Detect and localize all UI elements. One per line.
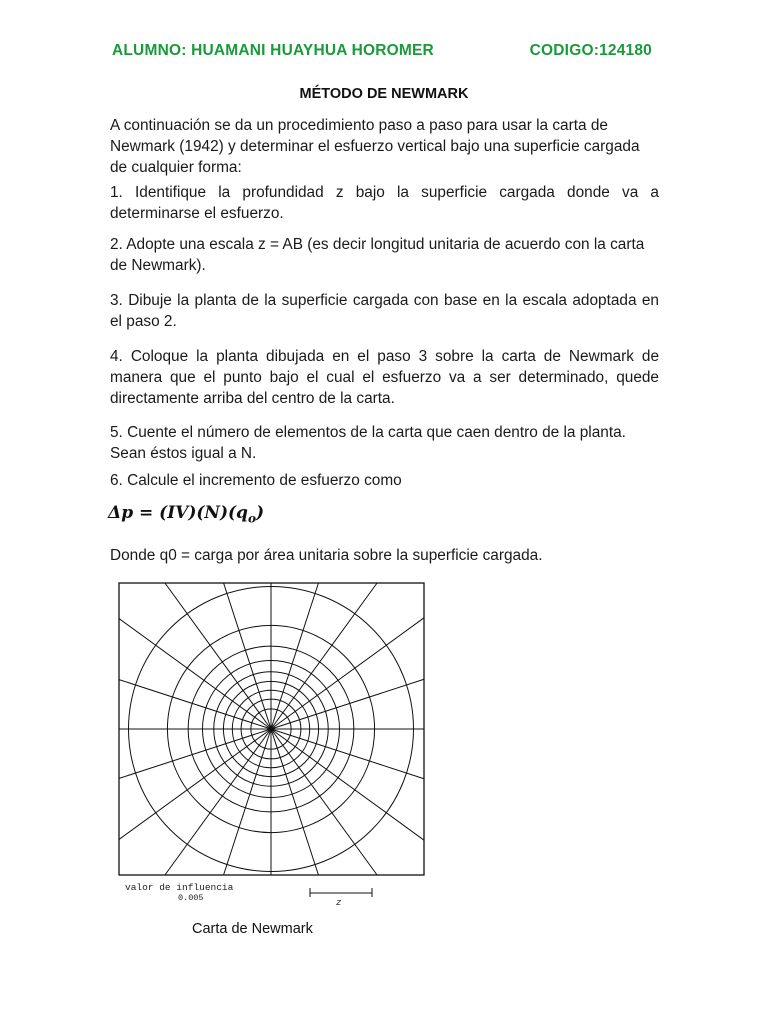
step-1: 1. Identifique la profundidad z bajo la superficie cargada donde va a determinarse el esfuerzo. [110,184,659,222]
student-code: CODIGO:124180 [529,42,652,59]
influence-label: valor de influencia [125,882,234,893]
document-header [112,42,657,66]
chart-caption: Carta de Newmark [192,921,313,937]
influence-value: 0.005 [178,893,204,903]
scale-label: z [336,898,342,908]
step-5: 5. Cuente el número de elementos de la carta que caen dentro de la planta. Sean éstos igual a N. [110,424,626,462]
formula-close: ) [255,503,265,523]
formula-text: Δp = (IV)(N)(q [108,503,248,523]
load-definition: Donde q0 = carga por área unitaria sobre la superficie cargada. [110,547,543,564]
step-2: 2. Adopte una escala z = AB (es decir longitud unitaria de acuerdo con la carta de Newmark). [110,236,645,274]
formula-subscript: o [247,511,256,526]
step-3: 3. Dibuje la planta de la superficie cargada con base en la escala adoptada en el paso 2. [110,292,659,330]
step-4: 4. Coloque la planta dibujada en el paso 3 sobre la carta de Newmark de manera que el punto bajo el cual el esfuerzo va a ser determinado, quede directamente arriba del centro de la carta. [110,348,659,407]
step-6: 6. Calcule el incremento de esfuerzo como [110,472,402,489]
document-title: MÉTODO DE NEWMARK [299,86,469,102]
student-name: ALUMNO: HUAMANI HUAYHUA HOROMER [112,42,434,59]
stress-formula [108,503,264,525]
intro-paragraph: A continuación se da un procedimiento paso a paso para usar la carta de Newmark (1942) y determinar el esfuerzo vertical bajo una superficie cargada de cualquier forma: [110,117,640,176]
newmark-chart [118,582,428,912]
